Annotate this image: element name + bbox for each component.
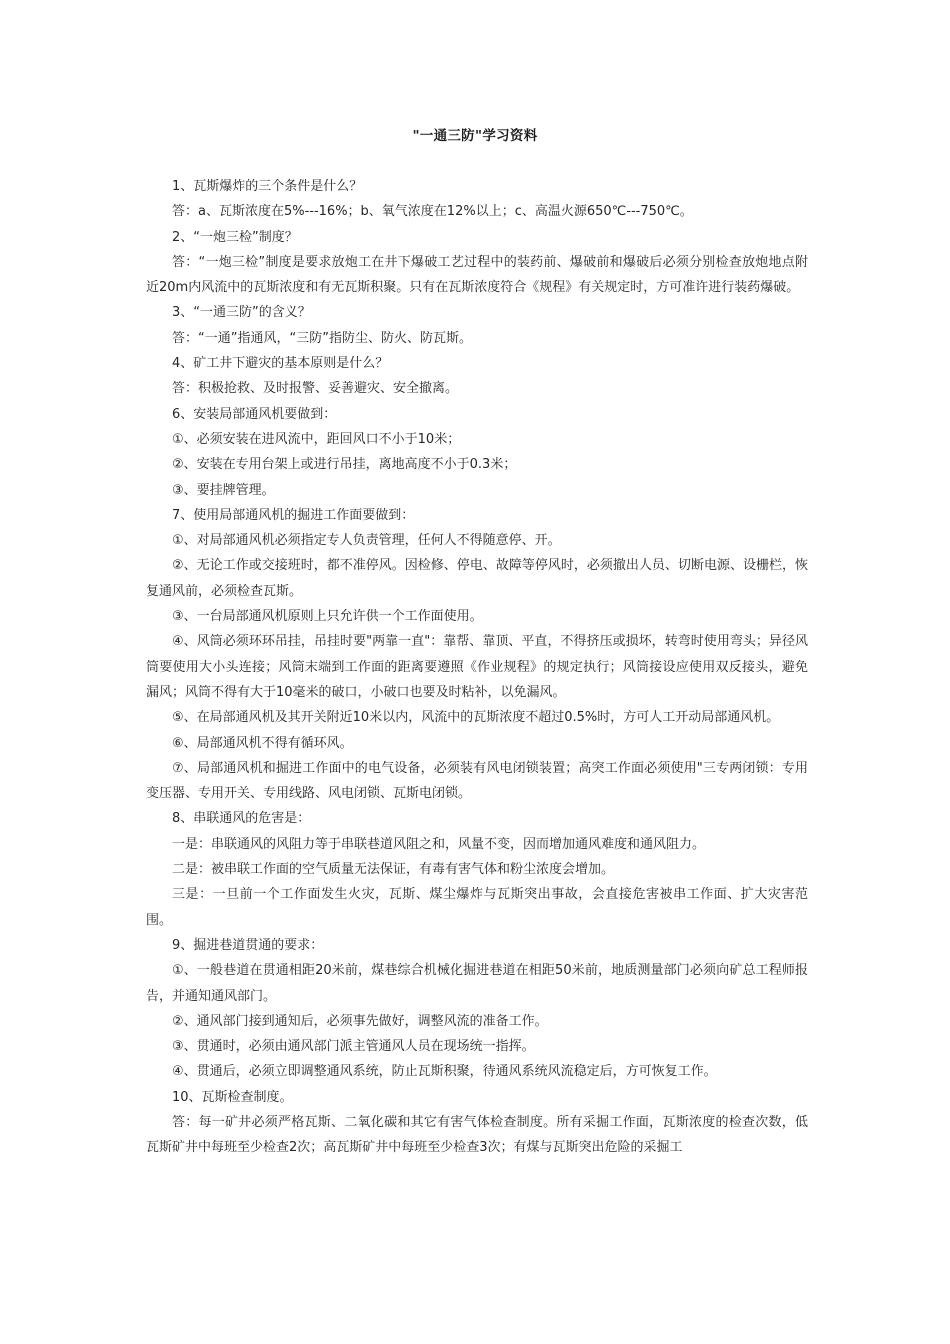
document-paragraph: 1、瓦斯爆炸的三个条件是什么？ [172,179,363,194]
document-paragraph: ④、风筒必须环环吊挂，吊挂时要"两靠一直"：靠帮、靠顶、平直，不得挤压或损坏，转弯时使用弯头；异径风筒要使用大小头连接；风筒末端到工作面的距离要遵照《作业规程》的规定执行；风筒接设应使用双反接头，避免漏风；风筒不得有大于10毫米的破口，小破口也要及时粘补，以免漏风。 [146,634,808,700]
document-paragraph: 6、安装局部通风机要做到： [172,406,337,422]
document-paragraph: ①、一般巷道在贯通相距20米前，煤巷综合机械化掘进巷道在相距50米前，地质测量部门必须向矿总工程师报告，并通知通风部门。 [146,963,808,1004]
document-paragraph: 2、“一炮三检”制度？ [172,229,298,245]
document-paragraph: 4、矿工井下避灾的基本原则是什么？ [172,356,389,372]
document-paragraph: 三是：一旦前一个工作面发生火灾，瓦斯、煤尘爆炸与瓦斯突出事故，会直接危害被串工作面、扩大灾害范围。 [146,887,808,928]
document-paragraph: 9、掘进巷道贯通的要求： [172,937,324,953]
document-paragraph: ⑤、在局部通风机及其开关附近10米以内，风流中的瓦斯浓度不超过0.5%时，方可人工开动局部通风机。 [172,710,780,726]
document-paragraph: 一是：串联通风的风阻力等于串联巷道风阻之和，风量不变，因而增加通风难度和通风阻力。 [172,836,706,852]
document-paragraph: 8、串联通风的危害是： [172,811,311,827]
document-paragraph: ①、必须安装在进风流中，距回风口不小于10米； [172,431,461,447]
document-paragraph: ⑦、局部通风机和掘进工作面中的电气设备，必须装有风电闭锁装置；高突工作面必须使用"三专两闭锁：专用变压器、专用开关、专用线路、风电闭锁、瓦斯电闭锁。 [146,760,808,802]
document-paragraph: ②、安装在专用台架上或进行吊挂，离地高度不小于0.3米； [172,457,517,473]
document-paragraph: ③、要挂牌管理。 [172,482,275,498]
document-paragraph: 答：a、瓦斯浓度在5%---16%；b、氧气浓度在12%以上；c、高温火源650℃---750℃。 [172,204,693,220]
document-paragraph: 二是：被串联工作面的空气质量无法保证，有毒有害气体和粉尘浓度会增加。 [172,862,615,878]
document-paragraph: ⑥、局部通风机不得有循环风。 [172,735,353,751]
document-paragraph: ④、贯通后，必须立即调整通风系统，防止瓦斯积聚，待通风系统风流稳定后，方可恢复工作。 [172,1064,717,1080]
document-paragraph: ③、贯通时，必须由通风部门派主管通风人员在现场统一指挥。 [172,1039,535,1055]
document-paragraph: ①、对局部通风机必须指定专人负责管理，任何人不得随意停、开。 [172,533,561,549]
document-paragraph: 3、“一通三防”的含义？ [172,305,311,321]
document-paragraph: 答：积极抢救、及时报警、妥善避灾、安全撤离。 [172,381,459,397]
document-paragraph: ③、一台局部通风机原则上只允许供一个工作面使用。 [172,609,483,625]
document-paragraph: 7、使用局部通风机的掘进工作面要做到： [172,507,415,523]
document-paragraph: 答：“一通”指通风，“三防”指防尘、防火、防瓦斯。 [172,330,472,346]
document-paragraph: 答：每一矿井必须严格瓦斯、二氧化碳和其它有害气体检查制度。所有采掘工作面，瓦斯浓度的检查次数，低瓦斯矿井中每班至少检查2次；高瓦斯矿井中每班至少检查3次；有煤与瓦斯突出危险的采掘工 [146,1114,808,1156]
document-title: "一通三防"学习资料 [412,128,538,144]
document-paragraph: ②、通风部门接到通知后，必须事先做好，调整风流的准备工作。 [172,1013,548,1029]
document-paragraph: ②、无论工作或交接班时，都不准停风。因检修、停电、故障等停风时，必须撤出人员、切断电源、设栅栏，恢复通风前，必须检查瓦斯。 [146,558,808,599]
document-paragraph: 10、瓦斯检查制度。 [172,1089,293,1105]
document-body [146,174,808,1161]
document-paragraph: 答：“一炮三检”制度是要求放炮工在井下爆破工艺过程中的装药前、爆破前和爆破后必须分别检查放炮地点附近20m内风流中的瓦斯浓度和有无瓦斯积聚。只有在瓦斯浓度符合《规程》有关规定时，方可准许进行装药爆破。 [146,254,808,296]
